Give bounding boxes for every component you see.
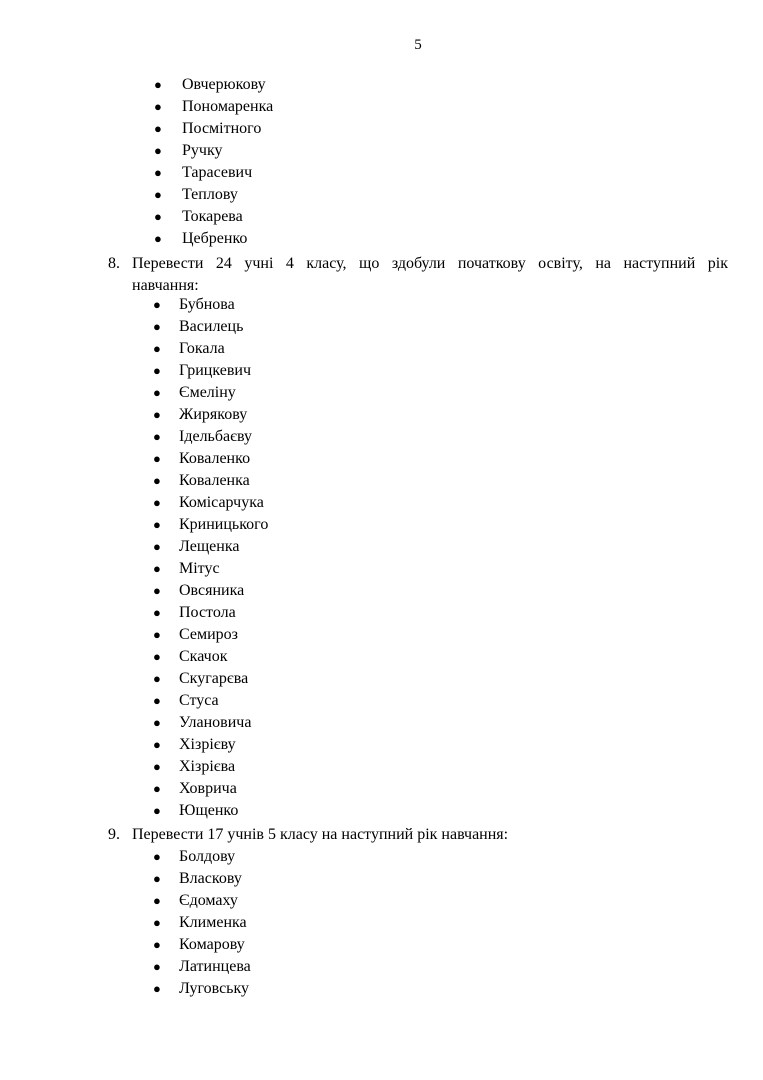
bullet-icon: ● xyxy=(153,849,161,864)
bullet-icon: ● xyxy=(154,121,162,136)
bullet-icon: ● xyxy=(154,165,162,180)
bullet-icon: ● xyxy=(153,473,161,488)
bullet-icon: ● xyxy=(153,451,161,466)
bullet-icon: ● xyxy=(153,341,161,356)
item-number: 8. xyxy=(108,255,120,272)
item-text-line-1: Перевести 24 учні 4 класу, що здобули початкову освіту, на наступний рік xyxy=(132,255,728,272)
bullet-icon: ● xyxy=(154,77,162,92)
bullet-icon: ● xyxy=(153,937,161,952)
bullet-icon: ● xyxy=(153,495,161,510)
item-number: 9. xyxy=(108,826,120,843)
bullet-icon: ● xyxy=(154,187,162,202)
student-name: Токарева xyxy=(182,208,243,225)
bullet-icon: ● xyxy=(153,561,161,576)
bullet-icon: ● xyxy=(153,297,161,312)
bullet-icon: ● xyxy=(153,429,161,444)
bullet-icon: ● xyxy=(153,627,161,642)
bullet-icon: ● xyxy=(153,407,161,422)
item-text xyxy=(132,253,728,297)
student-name: Комарову xyxy=(179,936,245,953)
student-name: Стуса xyxy=(179,692,219,709)
student-name: Ховрича xyxy=(179,780,237,797)
student-name: Семироз xyxy=(179,626,238,643)
student-name: Жирякову xyxy=(179,406,248,423)
bullet-icon: ● xyxy=(153,893,161,908)
bullet-icon: ● xyxy=(154,143,162,158)
item-text: Перевести 17 учнів 5 класу на наступний рік навчання: xyxy=(132,826,509,843)
student-name: Овсяника xyxy=(179,582,245,599)
student-name: Пономаренка xyxy=(182,98,274,115)
bullet-icon: ● xyxy=(154,209,162,224)
student-name: Ідельбаєву xyxy=(179,428,252,445)
student-name: Клименка xyxy=(179,914,247,931)
student-name: Овчерюкову xyxy=(182,76,266,93)
item-text-line-2: навчання: xyxy=(132,277,199,294)
student-name: Цебренко xyxy=(182,230,248,247)
student-name: Хізрієва xyxy=(179,758,236,775)
student-name: Тарасевич xyxy=(182,164,253,181)
bullet-icon: ● xyxy=(153,583,161,598)
bullet-icon: ● xyxy=(153,871,161,886)
student-name: Власкову xyxy=(179,870,242,887)
student-name: Латинцева xyxy=(179,958,251,975)
student-name: Ємеліну xyxy=(179,384,236,401)
student-name: Ющенко xyxy=(179,802,239,819)
student-name: Хізрієву xyxy=(179,736,236,753)
page-number: 5 xyxy=(414,37,422,53)
student-name: Єдомаху xyxy=(179,892,238,909)
bullet-icon: ● xyxy=(153,781,161,796)
student-name: Теплову xyxy=(182,186,238,203)
bullet-icon: ● xyxy=(153,539,161,554)
bullet-icon: ● xyxy=(153,605,161,620)
bullet-icon: ● xyxy=(154,231,162,246)
bullet-icon: ● xyxy=(153,671,161,686)
student-name: Коваленко xyxy=(179,450,251,467)
bullet-icon: ● xyxy=(153,759,161,774)
bullet-icon: ● xyxy=(153,319,161,334)
student-name: Криницького xyxy=(179,516,269,533)
bullet-icon: ● xyxy=(154,99,162,114)
bullet-icon: ● xyxy=(153,737,161,752)
student-name: Грицкевич xyxy=(179,362,252,379)
bullet-icon: ● xyxy=(153,517,161,532)
student-name: Комісарчука xyxy=(179,494,264,511)
student-name: Василець xyxy=(179,318,244,335)
bullet-icon: ● xyxy=(153,915,161,930)
bullet-icon: ● xyxy=(153,981,161,996)
student-name: Постола xyxy=(179,604,236,621)
student-name: Луговську xyxy=(179,980,250,997)
bullet-icon: ● xyxy=(153,715,161,730)
student-name: Ручку xyxy=(182,142,223,159)
bullet-icon: ● xyxy=(153,959,161,974)
student-name: Коваленка xyxy=(179,472,250,489)
student-name: Болдову xyxy=(179,848,236,865)
student-name: Скачок xyxy=(179,648,228,665)
student-name: Гокала xyxy=(179,340,225,357)
student-name: Бубнова xyxy=(179,296,235,313)
bullet-icon: ● xyxy=(153,385,161,400)
bullet-icon: ● xyxy=(153,363,161,378)
student-name: Скугарєва xyxy=(179,670,249,687)
student-name: Лещенка xyxy=(179,538,240,555)
student-name: Улановича xyxy=(179,714,252,731)
bullet-icon: ● xyxy=(153,649,161,664)
student-name: Посмітного xyxy=(182,120,262,137)
bullet-icon: ● xyxy=(153,803,161,818)
bullet-icon: ● xyxy=(153,693,161,708)
student-name: Мітус xyxy=(179,560,220,577)
